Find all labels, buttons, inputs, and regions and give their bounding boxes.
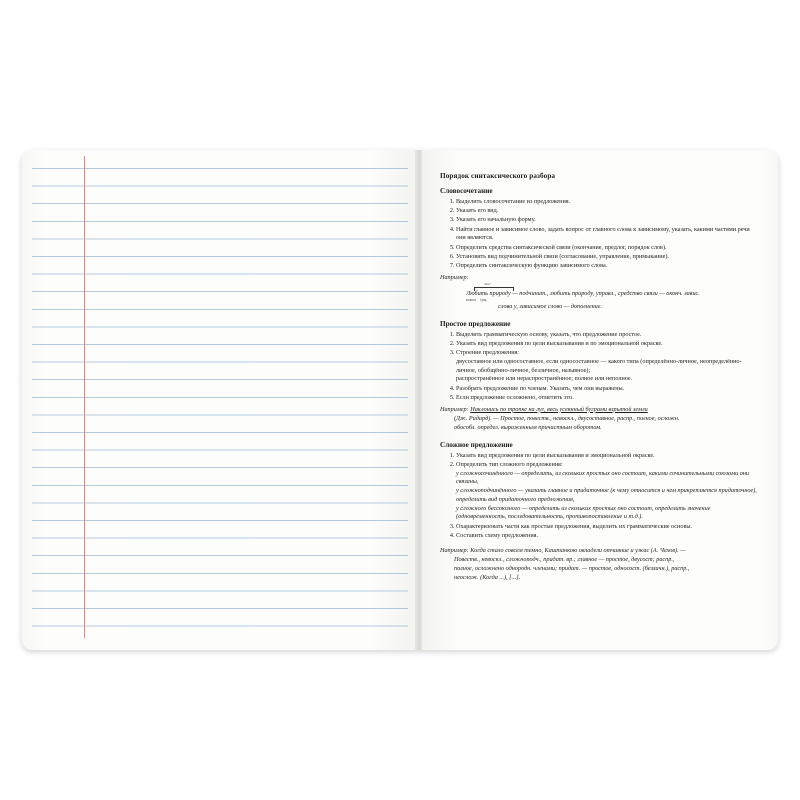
list-item: 5. Если предложение осложнено, отметить это. — [456, 394, 760, 403]
list-item-text: Определить тип сложного предложения: — [456, 460, 563, 468]
section-list — [440, 198, 760, 271]
example-line: неослож. (Когда ...), [...]. — [454, 573, 521, 581]
example-line: Повеств., невоскл., сложноподч., придат. вр.; главное — простое, двусост; распр., — [454, 555, 675, 563]
annotation-verb: глагол — [466, 297, 476, 302]
notebook-spread — [22, 150, 778, 650]
section-list — [440, 331, 760, 403]
section-list — [440, 452, 760, 541]
reference-text-block — [440, 172, 760, 634]
example-line: полное, осложнено однородн. членами; придат. — простое, односост. (безличн.), распр., — [454, 564, 690, 572]
list-item — [456, 461, 760, 523]
example-line: Любить природу — подчинит., любить природу, управл., средство связи — оконч. завис. — [466, 289, 700, 297]
section-slovosochetanie — [440, 187, 760, 312]
section-slozhnoe-predlozhenie — [440, 441, 760, 583]
list-item: 7. Определить синтаксическую функцию зависимого слова. — [456, 262, 760, 271]
list-item: 4. Разобрать предложение по членам. Указать, чем они выражены. — [456, 385, 760, 394]
page-title: Порядок синтаксического разбора — [440, 172, 556, 180]
example-line: (Дж. Ридард). — Простое, повеств., невоскл., двусоставное, распр., полное, осложн. — [454, 414, 680, 422]
notebook-right-page — [422, 150, 778, 650]
section-heading: Словосочетание — [440, 187, 493, 195]
notebook-left-page — [22, 150, 418, 650]
annotation-brace — [474, 287, 514, 291]
list-item: 3. Указать его начальную форму. — [456, 216, 760, 225]
list-item: 5. Определить средства синтаксической связи (окончание, предлог, порядок слов). — [456, 244, 760, 253]
example-label: Например: — [440, 405, 469, 413]
section-heading: Сложное предложение — [440, 440, 513, 449]
list-item-text: Строение предложения: — [456, 349, 520, 356]
example-label: Например: — [440, 546, 469, 554]
example-line: обособл. определ. выраженным причастным оборотом. — [454, 423, 602, 431]
list-item: 4. Составить схему предложения. — [456, 532, 760, 541]
list-item: 1. Указать вид предложения по цели высказывания и эмоциональной окраске. — [456, 452, 760, 461]
annotation-noun: сущ. — [480, 297, 488, 302]
section-heading: Простое предложение — [440, 319, 511, 328]
example-line: Наклонись по тропке на луг, весь усеянный буграми взрытой земли — [470, 405, 648, 413]
example-annotations — [466, 283, 760, 290]
section-prostoe-predlozhenie — [440, 320, 760, 433]
sub-item: у сложноподчинённого — указать главное и придаточное (к чему относится и чем прикрепляется придаточное), определить вид придаточного предложения, — [456, 487, 757, 503]
list-item — [456, 349, 760, 384]
ruled-lines — [32, 168, 408, 634]
list-item: 3. Охарактеризовать части как простые предложения, выделить их грамматические основы. — [456, 523, 760, 532]
example-label: Например: — [440, 273, 469, 281]
list-item: 4. Найти главное и зависимое слово, задать вопрос от главного слова к зависимому, указать, какими частями речи они являются. — [456, 226, 760, 244]
example-block — [440, 406, 760, 433]
example-block — [440, 547, 760, 583]
sub-item: двусоставное или односоставное, если односоставное — какого типа (определённо-личное, неопределённо-личное, обобщённо-личное, безличное, назывное); — [456, 357, 742, 374]
list-item: 1. Выделить словосочетание из предложения. — [456, 198, 760, 207]
sub-item: распространённое или нераспространённое; полное или неполное. — [456, 375, 633, 383]
example-line: Когда стало совсем темно, Каштанкою овладели отчаяние и ужас (А. Чехов). — — [470, 546, 686, 554]
sub-item: у сложного бессоюзного — определить из скольких простых оно состоит, определить значение (одновременность, последовательность, противопоставление и т.д.). — [456, 504, 711, 521]
list-item: 2. Указать его вид. — [456, 207, 760, 216]
list-item: 6. Установить вид подчинительной связи (согласование, управление, примыкание). — [456, 253, 760, 262]
margin-line — [84, 156, 85, 638]
annotation-question: что? — [484, 281, 491, 286]
sub-item: у сложносочинённого — определить, из скольких простых оно состоит, какими сочинительными союзами они связаны, — [456, 469, 749, 486]
list-item: 1. Выделить грамматическую основу, указать, что предложение простое. — [456, 331, 760, 340]
list-item: 2. Указать вид предложения по цели высказывания и по эмоциональной окраске. — [456, 340, 760, 349]
example-block — [440, 274, 760, 312]
example-line: слова у, зависимое слово — дополнение. — [498, 302, 603, 310]
